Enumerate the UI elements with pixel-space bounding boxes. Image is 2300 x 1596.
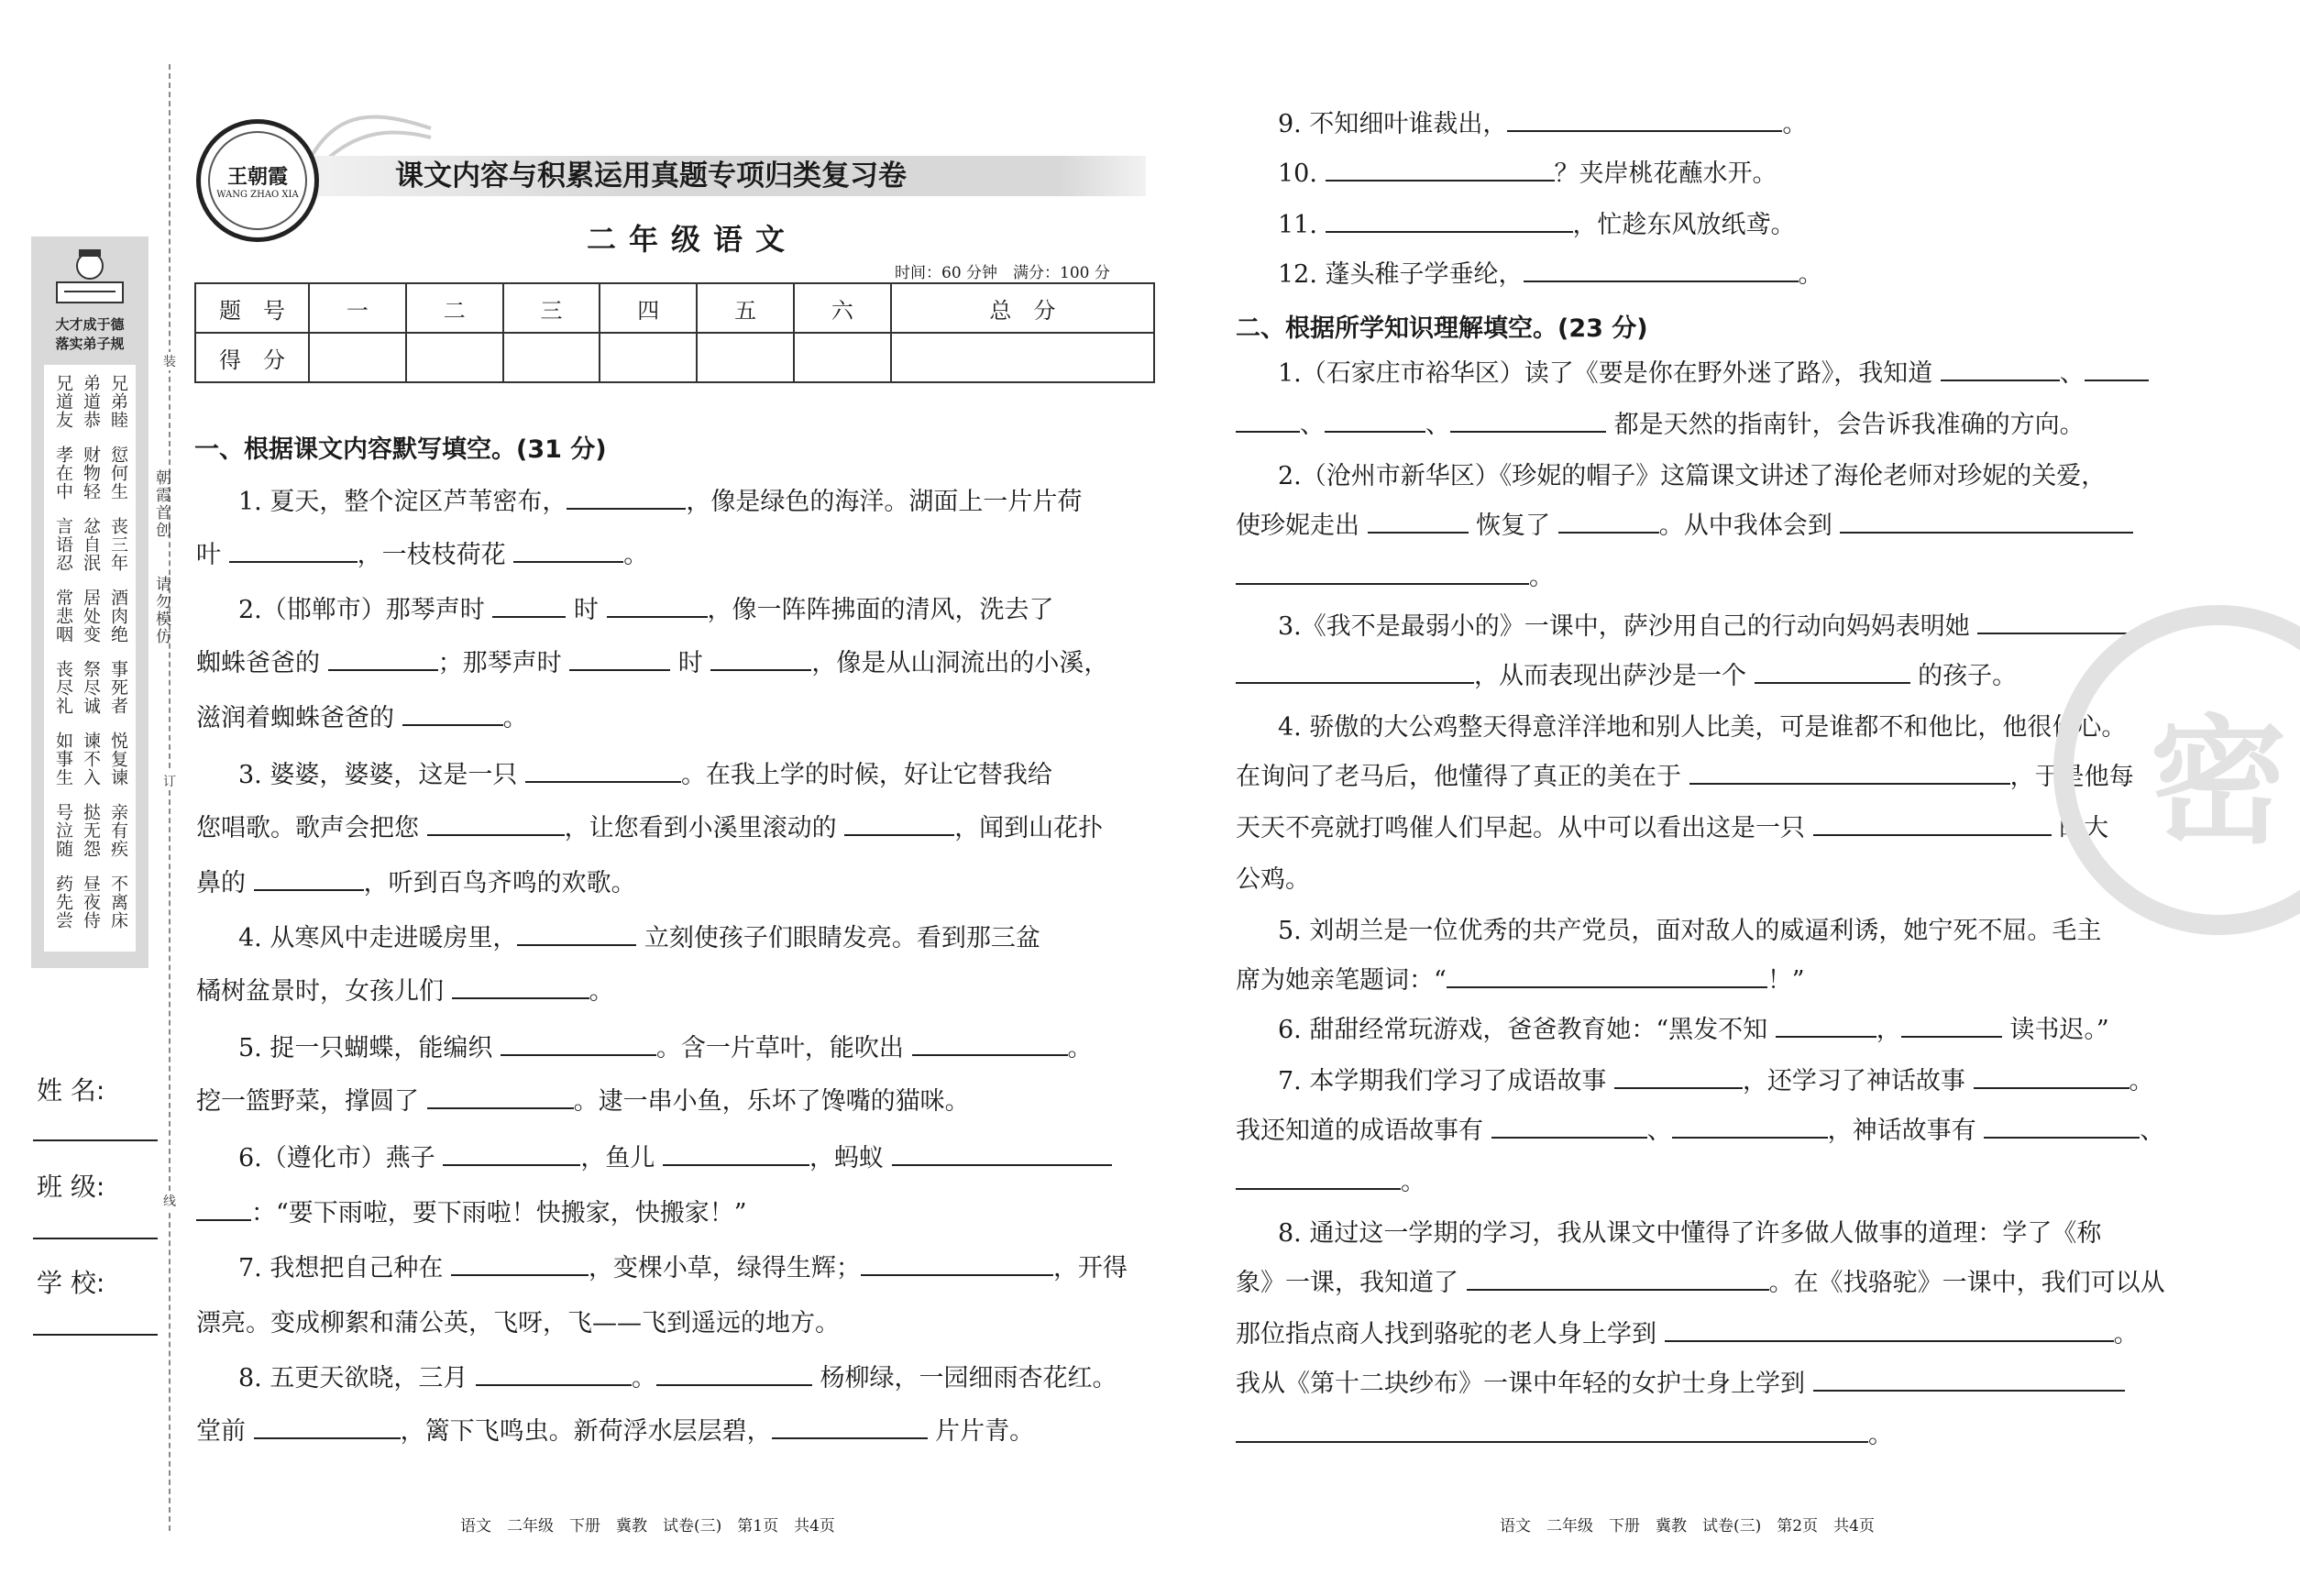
motto-column: 挞无怨 bbox=[81, 803, 101, 858]
name-field[interactable] bbox=[33, 1139, 158, 1141]
question-text: 12. 蓬头稚子学垂纶， bbox=[1278, 260, 1524, 289]
question-text: 、 bbox=[1646, 1117, 1672, 1145]
motto-column: 谏不入 bbox=[81, 732, 101, 787]
question-text: 。 bbox=[2113, 1320, 2139, 1348]
footer-page-2: 语文 二年级 下册 冀教 试卷(三) 第2页 共4页 bbox=[1500, 1517, 1875, 1535]
question-text: ，闻到山花扑 bbox=[954, 814, 1104, 842]
question-text: 的大 bbox=[2051, 814, 2109, 842]
motto-column: 兄弟睦 bbox=[108, 374, 128, 429]
answer-blank[interactable] bbox=[328, 647, 438, 671]
score-cell: 题 号 bbox=[195, 283, 309, 333]
question-line bbox=[238, 1250, 1128, 1287]
question-text: 天天不亮就打鸣催人们早起。从中可以看出这是一只 bbox=[1236, 814, 1813, 842]
brand-name: 王朝霞 bbox=[226, 165, 288, 189]
motto-column: 祭尽诚 bbox=[81, 660, 101, 715]
answer-blank[interactable] bbox=[1447, 964, 1767, 988]
answer-blank[interactable] bbox=[1614, 1065, 1743, 1089]
question-text: ，像是从山洞流出的小溪， bbox=[811, 649, 1109, 677]
class-label: 班 级: bbox=[37, 1172, 105, 1202]
brand-english: WANG ZHAO XIA bbox=[216, 190, 299, 200]
question-line bbox=[196, 645, 1108, 682]
answer-blank[interactable] bbox=[1236, 409, 1300, 433]
motto-column: 号泣随 bbox=[53, 803, 73, 858]
question-line bbox=[1236, 559, 1554, 596]
question-text: 您唱歌。歌声会把您 bbox=[196, 814, 427, 842]
question-text: ；那琴声时 bbox=[437, 649, 570, 677]
footer-page-1: 语文 二年级 下册 冀教 试卷(三) 第1页 共4页 bbox=[460, 1517, 835, 1535]
score-cell: 得 分 bbox=[195, 333, 309, 382]
question-text: 蜘蛛爸爸的 bbox=[196, 649, 328, 677]
question-line bbox=[1278, 356, 2149, 392]
question-text: ，蚂蚁 bbox=[809, 1144, 892, 1172]
answer-blank[interactable] bbox=[861, 1252, 1053, 1276]
emblem-line-2: 落实弟子规 bbox=[55, 336, 125, 352]
question-text: 2.（沧州市新华区）《珍妮的帽子》这篇课文讲述了海伦老师对珍妮的关爱， bbox=[1278, 462, 2107, 490]
answer-blank[interactable] bbox=[2085, 358, 2149, 381]
question-line bbox=[1236, 1366, 2125, 1403]
question-text: 漂亮。变成柳絮和蒲公英，飞呀，飞——飞到遥远的地方。 bbox=[196, 1309, 840, 1337]
question-text: ，还学习了神话故事 bbox=[1742, 1067, 1974, 1095]
question-line bbox=[196, 700, 528, 737]
motto-column: 不离床 bbox=[108, 875, 128, 930]
motto-column: 事死者 bbox=[108, 660, 128, 715]
motto-column: 兄道友 bbox=[53, 374, 73, 429]
question-line bbox=[196, 1414, 1034, 1450]
motto-column: 如事生 bbox=[53, 732, 73, 787]
question-text: 。 bbox=[589, 977, 614, 1006]
question-text: 。逮一串小鱼，乐坏了馋嘴的猫咪。 bbox=[573, 1087, 970, 1116]
answer-blank[interactable] bbox=[513, 539, 623, 563]
score-header-row bbox=[195, 283, 1154, 333]
answer-blank[interactable] bbox=[663, 1142, 809, 1166]
answer-blank[interactable] bbox=[1491, 1115, 1647, 1139]
school-label: 学 校: bbox=[37, 1268, 105, 1298]
question-text: ，变棵小草，绿得生辉； bbox=[588, 1254, 861, 1282]
question-line bbox=[1278, 1063, 2154, 1100]
score-cell: 总 分 bbox=[891, 283, 1154, 333]
question-text: 4. 骄傲的大公鸡整天得意洋洋地和别人比美，可是谁都不和他比，他很伤心。 bbox=[1278, 713, 2127, 742]
question-text: 3.《我不是最弱小的》一课中，萨沙用自己的行动向妈妈表明她 bbox=[1278, 612, 1978, 641]
motto-column: 药先尝 bbox=[53, 875, 73, 930]
answer-blank[interactable] bbox=[1672, 1115, 1828, 1139]
question-line bbox=[196, 1305, 840, 1342]
answer-blank[interactable] bbox=[1901, 1014, 2002, 1038]
question-text: 、 bbox=[2059, 359, 2085, 388]
answer-blank[interactable] bbox=[1236, 1419, 1868, 1443]
question-line bbox=[1236, 1113, 2164, 1150]
question-text: 片片青。 bbox=[927, 1417, 1035, 1446]
question-text: ！” bbox=[1766, 966, 1805, 995]
question-text: 读书迟。” bbox=[2001, 1016, 2109, 1044]
question-text: ，让您看到小溪里滚动的 bbox=[564, 814, 845, 842]
answer-blank[interactable] bbox=[476, 1362, 632, 1386]
question-text: ，听到百鸟齐鸣的欢歌。 bbox=[363, 869, 636, 897]
question-line bbox=[196, 974, 614, 1010]
score-input[interactable] bbox=[697, 333, 794, 382]
score-table bbox=[194, 282, 1155, 383]
exam-subject: 二年级语文 bbox=[587, 222, 798, 257]
question-line bbox=[1278, 913, 2101, 950]
motto-column: 常悲咽 bbox=[53, 589, 73, 644]
question-text: 6. 甜甜经常玩游戏，爸爸教育她：“黑发不知 bbox=[1278, 1016, 1776, 1044]
answer-blank[interactable] bbox=[254, 867, 364, 891]
question-line bbox=[1236, 810, 2108, 847]
score-input[interactable] bbox=[794, 333, 891, 382]
question-text: ，忙趁东风放纸鸢。 bbox=[1572, 211, 1796, 239]
question-text: ，一枝枝荷花 bbox=[357, 541, 514, 569]
answer-blank[interactable] bbox=[229, 539, 358, 563]
section-2-title: 二、根据所学知识理解填空。(23 分) bbox=[1236, 314, 1648, 343]
question-line bbox=[1278, 458, 2106, 495]
question-text: 堂前 bbox=[196, 1417, 254, 1446]
question-text: 、 bbox=[1300, 411, 1325, 439]
answer-blank[interactable] bbox=[1813, 1368, 2125, 1392]
answer-blank[interactable] bbox=[427, 1085, 574, 1109]
question-text: 公鸡。 bbox=[1236, 865, 1310, 894]
question-text: ，神话故事有 bbox=[1827, 1117, 1985, 1145]
answer-blank[interactable] bbox=[1450, 409, 1606, 433]
answer-blank[interactable] bbox=[607, 594, 708, 618]
answer-blank[interactable] bbox=[912, 1032, 1068, 1056]
question-text: 1.（石家庄市裕华区）读了《要是你在野外迷了路》，我知道 bbox=[1278, 359, 1941, 388]
motto-column: 愆何生 bbox=[108, 446, 128, 501]
watermark-text: 密 bbox=[2149, 701, 2287, 863]
scholar-emblem bbox=[48, 246, 132, 312]
question-text: 象》一课，我知道了 bbox=[1236, 1269, 1467, 1297]
answer-blank[interactable] bbox=[710, 647, 811, 671]
question-text: 鼻的 bbox=[196, 869, 254, 897]
motto-column: 忿自泯 bbox=[81, 517, 101, 572]
answer-blank[interactable] bbox=[452, 975, 589, 999]
question-line bbox=[1278, 156, 1777, 193]
answer-blank[interactable] bbox=[656, 1362, 812, 1386]
answer-blank[interactable] bbox=[1368, 510, 1469, 534]
question-text: 。 bbox=[2129, 1067, 2154, 1095]
answer-blank[interactable] bbox=[1326, 209, 1573, 233]
question-text: ，从而表现出萨沙是一个 bbox=[1474, 662, 1755, 690]
question-line bbox=[238, 1360, 1117, 1397]
question-text: ， bbox=[1876, 1016, 1901, 1044]
score-cell: 二 bbox=[406, 283, 503, 333]
cut-mark-1: 装 bbox=[161, 352, 178, 370]
question-text: 。 bbox=[1782, 110, 1808, 138]
question-line bbox=[196, 1195, 747, 1232]
answer-blank[interactable] bbox=[517, 922, 636, 946]
motto-column: 悦复谏 bbox=[108, 732, 128, 787]
motto-column: 酒肉绝 bbox=[108, 589, 128, 644]
question-line bbox=[238, 920, 1040, 957]
question-line bbox=[196, 865, 636, 902]
answer-blank[interactable] bbox=[1236, 660, 1474, 684]
cut-mark-3: 线 bbox=[161, 1192, 178, 1210]
question-text: 8. 通过这一学期的学习，我从课文中懂得了许多做人做事的道理：学了《称 bbox=[1278, 1219, 2102, 1248]
question-text: 、 bbox=[1425, 411, 1450, 439]
question-text: 时 bbox=[566, 596, 607, 624]
score-input[interactable] bbox=[309, 333, 406, 382]
answer-blank[interactable] bbox=[569, 647, 670, 671]
answer-blank[interactable] bbox=[1467, 1267, 1769, 1291]
motto-column: 丧尽礼 bbox=[53, 660, 73, 715]
question-text: 。 bbox=[623, 541, 649, 569]
watermark-stamp bbox=[2053, 605, 2300, 935]
answer-blank[interactable] bbox=[844, 812, 954, 836]
note-no-copy: 请勿模仿 bbox=[152, 576, 171, 645]
question-line bbox=[1278, 106, 1807, 143]
question-text: 。 bbox=[502, 704, 528, 732]
binding-cut-line bbox=[169, 64, 171, 1531]
answer-blank[interactable] bbox=[1813, 812, 2052, 836]
question-text: 滋润着蜘蛛爸爸的 bbox=[196, 704, 402, 732]
question-text: 4. 从寒风中走进暖房里， bbox=[238, 924, 518, 952]
question-text: 使珍妮走出 bbox=[1236, 512, 1368, 540]
question-text: 橘树盆景时，女孩儿们 bbox=[196, 977, 452, 1006]
answer-blank[interactable] bbox=[196, 1197, 251, 1221]
question-text: 。含一片草叶，能吹出 bbox=[655, 1034, 912, 1062]
motto-column: 财物轻 bbox=[81, 446, 101, 501]
question-line bbox=[238, 757, 1052, 794]
answer-blank[interactable] bbox=[1984, 1115, 2140, 1139]
answer-blank[interactable] bbox=[254, 1415, 401, 1439]
answer-blank[interactable] bbox=[1941, 358, 2060, 381]
score-cell: 一 bbox=[309, 283, 406, 333]
question-text: 7. 本学期我们学习了成语故事 bbox=[1278, 1067, 1614, 1095]
question-line bbox=[238, 1140, 1112, 1177]
answer-blank[interactable] bbox=[1325, 409, 1425, 433]
question-line bbox=[1236, 1417, 1893, 1454]
question-text: 。 bbox=[1401, 1168, 1425, 1196]
motto-column: 言语忍 bbox=[53, 517, 73, 572]
answer-blank[interactable] bbox=[443, 1142, 580, 1166]
question-text: 6.（遵化市）燕子 bbox=[238, 1144, 444, 1172]
question-line bbox=[1236, 658, 2017, 695]
question-text: ：“要下雨啦，要下雨啦！快搬家，快搬家！” bbox=[251, 1199, 747, 1227]
question-line bbox=[238, 484, 1082, 521]
motto-column: 孝在中 bbox=[53, 446, 73, 501]
answer-blank[interactable] bbox=[501, 1032, 656, 1056]
score-cell: 五 bbox=[697, 283, 794, 333]
answer-blank[interactable] bbox=[492, 594, 566, 618]
question-text: 8. 五更天欲晓，三月 bbox=[238, 1364, 476, 1392]
answer-blank[interactable] bbox=[1665, 1318, 2114, 1342]
exam-time-info: 时间：60 分钟 满分：100 分 bbox=[895, 264, 1110, 282]
answer-blank[interactable] bbox=[1977, 611, 2133, 634]
answer-blank[interactable] bbox=[1974, 1065, 2129, 1089]
question-line bbox=[1236, 963, 1805, 999]
question-line bbox=[1278, 609, 2133, 645]
answer-blank[interactable] bbox=[1689, 761, 2010, 785]
score-cell: 三 bbox=[503, 283, 600, 333]
emblem-line-1: 大才成于德 bbox=[55, 316, 125, 333]
name-label: 姓 名: bbox=[37, 1075, 105, 1106]
question-text: 杨柳绿，一园细雨杏花红。 bbox=[811, 1364, 1117, 1392]
question-text: ，于是他每 bbox=[2009, 763, 2134, 791]
motto-column: 弟道恭 bbox=[81, 374, 101, 429]
question-text: ，像一阵阵拂面的清风，洗去了 bbox=[707, 596, 1054, 624]
question-text: 。 bbox=[1868, 1421, 1893, 1449]
question-text: 10. bbox=[1278, 160, 1326, 188]
score-cell: 四 bbox=[600, 283, 697, 333]
question-text: 都是天然的指南针，会告诉我准确的方向。 bbox=[1606, 411, 2085, 439]
answer-blank[interactable] bbox=[1236, 1166, 1401, 1190]
question-text: 时 bbox=[670, 649, 711, 677]
question-line bbox=[1236, 759, 2134, 796]
question-text: ，开得 bbox=[1052, 1254, 1128, 1282]
question-text: ，篱下飞鸣虫。新荷浮水层层碧， bbox=[400, 1417, 772, 1446]
motto-column: 亲有疾 bbox=[108, 803, 128, 858]
question-text: 5. 捉一只蝴蝶，能编织 bbox=[238, 1034, 501, 1062]
question-line bbox=[1236, 1316, 2139, 1353]
question-text: 我从《第十二块纱布》一课中年轻的女护士身上学到 bbox=[1236, 1370, 1813, 1398]
question-line bbox=[196, 810, 1103, 847]
question-text: ，像是绿色的海洋。湖面上一片片荷 bbox=[686, 488, 1083, 516]
answer-blank[interactable] bbox=[1755, 660, 1910, 684]
question-text: 3. 婆婆，婆婆，这是一只 bbox=[238, 761, 525, 789]
score-input[interactable] bbox=[503, 333, 600, 382]
score-cell: 六 bbox=[794, 283, 891, 333]
question-text: 那位指点商人找到骆驼的老人身上学到 bbox=[1236, 1320, 1665, 1348]
answer-blank[interactable] bbox=[427, 812, 565, 836]
question-text: 11. bbox=[1278, 211, 1326, 239]
question-text: 9. 不知细叶谁裁出， bbox=[1278, 110, 1508, 138]
answer-blank[interactable] bbox=[402, 702, 503, 726]
class-field[interactable] bbox=[33, 1238, 158, 1239]
question-text: 在询问了老马后，他懂得了真正的美在于 bbox=[1236, 763, 1689, 791]
question-text: 1. 夏天，整个淀区芦苇密布， bbox=[238, 488, 567, 516]
question-text: 恢复了 bbox=[1468, 512, 1558, 540]
answer-blank[interactable] bbox=[1524, 259, 1799, 282]
score-input[interactable] bbox=[600, 333, 697, 382]
question-line bbox=[1236, 1164, 1425, 1201]
question-line bbox=[238, 1030, 1093, 1067]
question-text: 叶 bbox=[196, 541, 229, 569]
motto-column: 昼夜侍 bbox=[81, 875, 101, 930]
score-input[interactable] bbox=[891, 333, 1154, 382]
question-text: 。在我上学的时候，好让它替我给 bbox=[680, 761, 1052, 789]
answer-blank[interactable] bbox=[1558, 510, 1659, 534]
motto-panel bbox=[44, 365, 136, 952]
score-input[interactable] bbox=[406, 333, 503, 382]
question-text: ？夹岸桃花蘸水开。 bbox=[1554, 160, 1777, 188]
question-text: 5. 刘胡兰是一位优秀的共产党员，面对敌人的威逼利诱，她宁死不屈。毛主 bbox=[1278, 917, 2102, 945]
question-text: 。在《找骆驼》一课中，我们可以从 bbox=[1768, 1269, 2165, 1297]
motto-column: 丧三年 bbox=[108, 517, 128, 572]
question-line bbox=[238, 592, 1054, 629]
question-line bbox=[196, 1084, 970, 1120]
answer-blank[interactable] bbox=[1507, 108, 1782, 132]
question-line bbox=[196, 537, 648, 574]
answer-blank[interactable] bbox=[892, 1142, 1112, 1166]
question-line bbox=[1278, 257, 1823, 293]
answer-blank[interactable] bbox=[1840, 510, 2133, 534]
answer-blank[interactable] bbox=[772, 1415, 928, 1439]
school-field[interactable] bbox=[33, 1334, 158, 1336]
question-text: 立刻使孩子们眼睛发亮。看到那三盆 bbox=[636, 924, 1040, 952]
question-text: 挖一篮野菜，撑圆了 bbox=[196, 1087, 427, 1116]
question-line bbox=[1278, 1216, 2101, 1252]
question-line bbox=[1278, 710, 2126, 746]
question-line bbox=[1236, 862, 1310, 898]
question-line bbox=[1236, 1265, 2165, 1302]
question-text: 。 bbox=[631, 1364, 656, 1392]
question-line bbox=[1278, 207, 1796, 244]
question-text: 、 bbox=[2140, 1117, 2165, 1145]
question-text: 席为她亲笔题词：“ bbox=[1236, 966, 1447, 995]
question-line bbox=[1236, 407, 2085, 444]
question-text: ，鱼儿 bbox=[580, 1144, 663, 1172]
question-text: 7. 我想把自己种在 bbox=[238, 1254, 451, 1282]
question-text: 2.（邯郸市）那琴声时 bbox=[238, 596, 493, 624]
answer-blank[interactable] bbox=[451, 1252, 589, 1276]
score-value-row bbox=[195, 333, 1154, 382]
answer-blank[interactable] bbox=[525, 759, 681, 783]
scholar-figure-icon bbox=[48, 246, 132, 312]
note-original: 朝霞首创 bbox=[152, 469, 171, 539]
exam-series-title: 课文内容与积累运用真题专项归类复习卷 bbox=[395, 160, 907, 193]
question-line bbox=[1278, 1012, 2109, 1049]
cut-mark-2: 订 bbox=[161, 772, 178, 790]
question-text: 。 bbox=[1067, 1034, 1093, 1062]
answer-blank[interactable] bbox=[567, 486, 686, 510]
answer-blank[interactable] bbox=[1326, 158, 1555, 182]
question-text: 。 bbox=[1529, 563, 1554, 591]
question-text: 。从中我体会到 bbox=[1658, 512, 1841, 540]
answer-blank[interactable] bbox=[1776, 1014, 1876, 1038]
emblem-caption bbox=[35, 315, 145, 354]
question-text: 的孩子。 bbox=[1909, 662, 2018, 690]
question-line bbox=[1236, 508, 2133, 545]
motto-column: 居处变 bbox=[81, 589, 101, 644]
answer-blank[interactable] bbox=[1236, 561, 1529, 585]
question-text: 。 bbox=[1798, 260, 1823, 289]
section-1-title: 一、根据课文内容默写填空。(31 分) bbox=[194, 435, 607, 464]
question-text: 我还知道的成语故事有 bbox=[1236, 1117, 1491, 1145]
